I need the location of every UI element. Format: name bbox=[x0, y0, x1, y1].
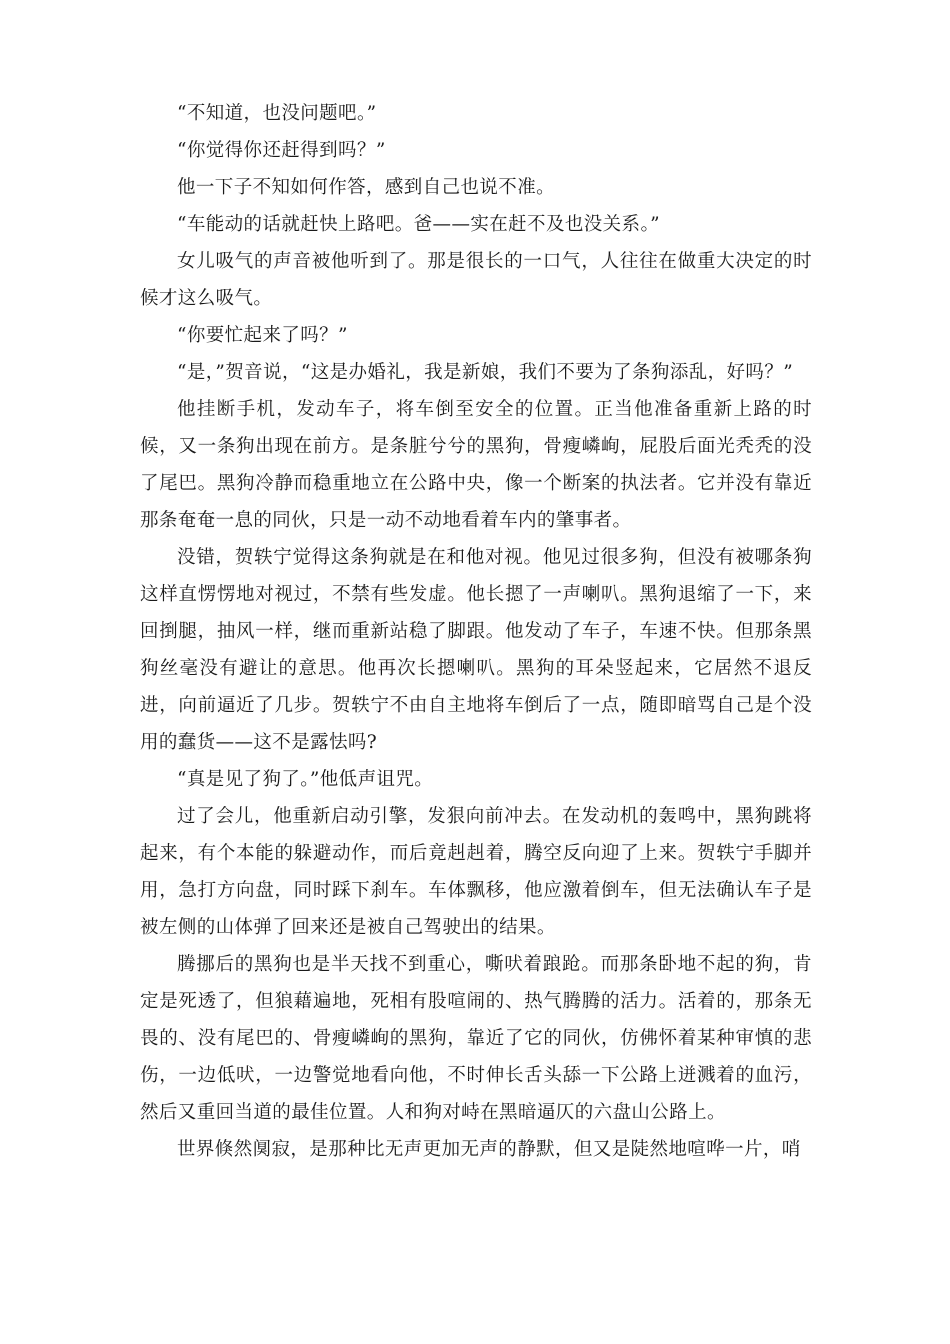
paragraph: “真是见了狗了。”他低声诅咒。 bbox=[177, 769, 434, 790]
paragraph: “不知道，也没问题吧。” bbox=[177, 103, 377, 124]
paragraph: 他挂断手机，发动车子，将车倒至安全的位置。正当他准备重新上路的时候，又一条狗出现在前方。是条脏兮兮的黑狗，骨瘦嶙峋，屁股后面光秃秃的没了尾巴。黑狗冷静而稳重地立在公路中央，像一个断案的执法者。它并没有靠近那条奄奄一息的同伙，只是一动不动地看着车内的肇事者。 bbox=[140, 399, 812, 531]
paragraph: “是，”贺音说，“这是办婚礼，我是新娘，我们不要为了条狗添乱，好吗？” bbox=[177, 362, 794, 383]
paragraph: “车能动的话就赶快上路吧。爸——实在赶不及也没关系。” bbox=[177, 214, 660, 235]
paragraph: “你觉得你还赶得到吗？” bbox=[177, 140, 386, 161]
paragraph: 过了会儿，他重新启动引擎，发狠向前冲去。在发动机的轰鸣中，黑狗跳将起来，有个本能的躲避动作，而后竟赳赳着，腾空反向迎了上来。贺轶宁手脚并用，急打方向盘，同时踩下刹车。车体飘移，他应激着倒车，但无法确认车子是被左侧的山体弹了回来还是被自己驾驶出的结果。 bbox=[140, 806, 812, 938]
body-text bbox=[140, 95, 812, 1168]
paragraph: 腾挪后的黑狗也是半天找不到重心，嘶吠着踉跄。而那条卧地不起的狗，肯定是死透了，但狼藉遍地，死相有股喧闹的、热气腾腾的活力。活着的，那条无畏的、没有尾巴的、骨瘦嶙峋的黑狗，靠近了它的同伙，仿佛怀着某种审慎的悲伤，一边低吠，一边警觉地看向他，不时伸长舌头舔一下公路上迸溅着的血污，然后又重回当道的最佳位置。人和狗对峙在黑暗逼仄的六盘山公路上。 bbox=[140, 954, 812, 1123]
paragraph: 世界倏然阒寂，是那种比无声更加无声的静默，但又是陡然地喧哗一片，哨 bbox=[177, 1139, 801, 1160]
paragraph: 没错，贺轶宁觉得这条狗就是在和他对视。他见过很多狗，但没有被哪条狗这样直愣愣地对视过，不禁有些发虚。他长摁了一声喇叭。黑狗退缩了一下，来回捯腿，抽风一样，继而重新站稳了脚跟。他发动了车子，车速不快。但那条黑狗丝毫没有避让的意思。他再次长摁喇叭。黑狗的耳朵竖起来，它居然不退反进，向前逼近了几步。贺轶宁不由自主地将车倒后了一点，随即暗骂自己是个没用的蠢货——这不是露怯吗? bbox=[140, 547, 812, 753]
paragraph: “你要忙起来了吗？” bbox=[177, 325, 348, 346]
paragraph: 他一下子不知如何作答，感到自己也说不准。 bbox=[177, 177, 556, 198]
paragraph: 女儿吸气的声音被他听到了。那是很长的一口气，人往往在做重大决定的时候才这么吸气。 bbox=[140, 251, 812, 309]
